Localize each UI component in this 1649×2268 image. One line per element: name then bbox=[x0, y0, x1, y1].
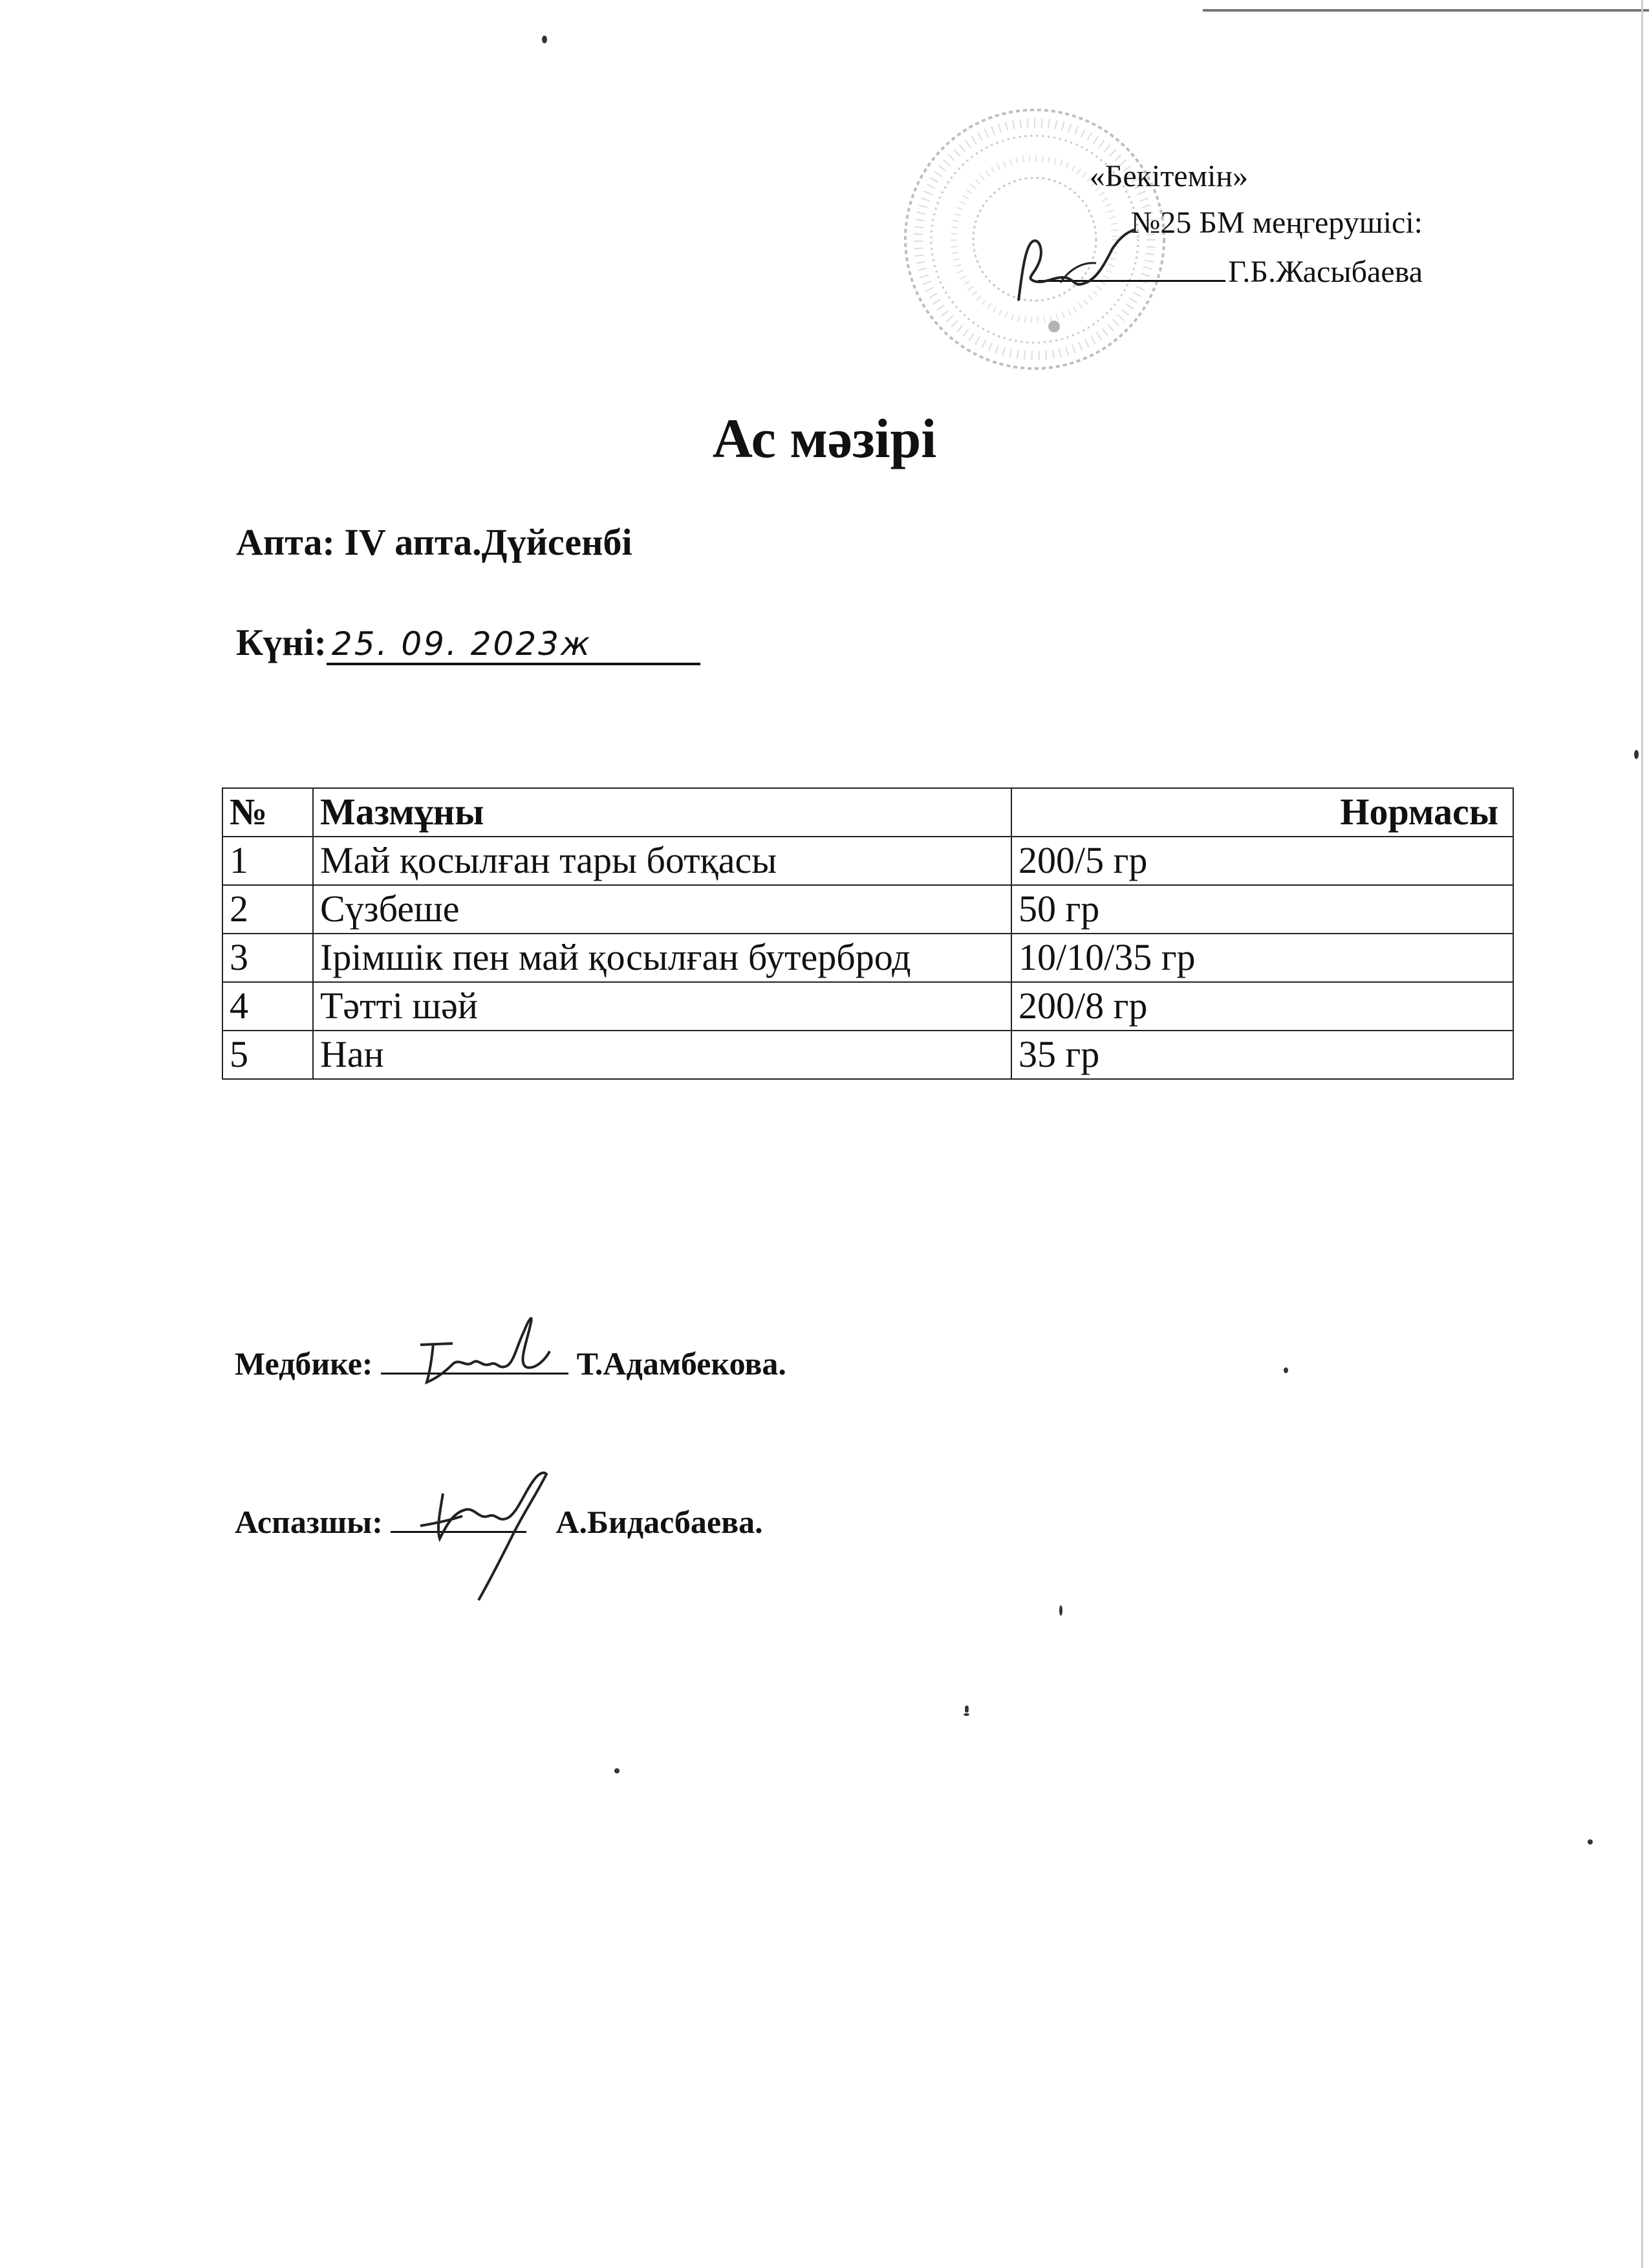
date-value: 25. 09. 2023ж bbox=[327, 625, 700, 665]
scan-speck bbox=[965, 1706, 969, 1711]
table-row bbox=[222, 982, 1513, 1031]
scan-edge-right bbox=[1641, 0, 1643, 2268]
row-content: Май қосылған тары ботқасы bbox=[313, 837, 1011, 885]
scan-speck bbox=[1059, 1605, 1062, 1616]
cook-label: Аспазшы: bbox=[235, 1504, 383, 1540]
header-norm: Нормасы bbox=[1011, 788, 1513, 837]
row-norm: 10/10/35 гр bbox=[1011, 934, 1513, 982]
row-no: 4 bbox=[222, 982, 313, 1031]
scan-speck bbox=[614, 1768, 620, 1773]
row-no: 5 bbox=[222, 1031, 313, 1079]
document-title: Ас мәзірі bbox=[712, 407, 937, 469]
menu-table bbox=[222, 787, 1514, 1080]
row-norm: 35 гр bbox=[1011, 1031, 1513, 1079]
nurse-signature bbox=[414, 1306, 563, 1390]
row-content: Ірімшік пен май қосылған бутерброд bbox=[313, 934, 1011, 982]
scan-edge-top bbox=[1203, 9, 1649, 12]
week-field bbox=[236, 520, 632, 564]
table-row bbox=[222, 934, 1513, 982]
header-no: № bbox=[222, 788, 313, 837]
row-no: 1 bbox=[222, 837, 313, 885]
approval-signature bbox=[999, 223, 1154, 314]
approval-name: Г.Б.Жасыбаева bbox=[1228, 255, 1423, 289]
row-content: Сүзбеше bbox=[313, 885, 1011, 934]
table-row bbox=[222, 885, 1513, 934]
approval-position: №25 БМ меңгерушісі: bbox=[1130, 206, 1423, 240]
cook-signature bbox=[414, 1455, 563, 1603]
row-content: Тәтті шәй bbox=[313, 982, 1011, 1031]
nurse-label: Медбике: bbox=[235, 1345, 373, 1382]
approval-title: «Бекітемін» bbox=[1089, 159, 1248, 193]
scan-speck bbox=[964, 1713, 969, 1716]
row-norm: 200/8 гр bbox=[1011, 982, 1513, 1031]
row-no: 2 bbox=[222, 885, 313, 934]
scan-speck bbox=[542, 36, 547, 43]
table-row bbox=[222, 837, 1513, 885]
week-label: Апта: bbox=[236, 521, 335, 563]
row-content: Нан bbox=[313, 1031, 1011, 1079]
row-no: 3 bbox=[222, 934, 313, 982]
row-norm: 50 гр bbox=[1011, 885, 1513, 934]
date-label: Күні: bbox=[236, 621, 327, 663]
scan-speck bbox=[1284, 1367, 1288, 1373]
cook-name: А.Бидасбаева. bbox=[555, 1504, 763, 1540]
nurse-name: Т.Адамбекова. bbox=[576, 1345, 786, 1382]
scan-speck bbox=[1634, 750, 1639, 759]
scan-speck bbox=[1588, 1839, 1593, 1845]
week-value: IV апта.Дүйсенбі bbox=[344, 521, 632, 563]
table-header-row bbox=[222, 788, 1513, 837]
header-content: Мазмұны bbox=[313, 788, 1011, 837]
date-field bbox=[236, 621, 700, 665]
row-norm: 200/5 гр bbox=[1011, 837, 1513, 885]
table-row bbox=[222, 1031, 1513, 1079]
